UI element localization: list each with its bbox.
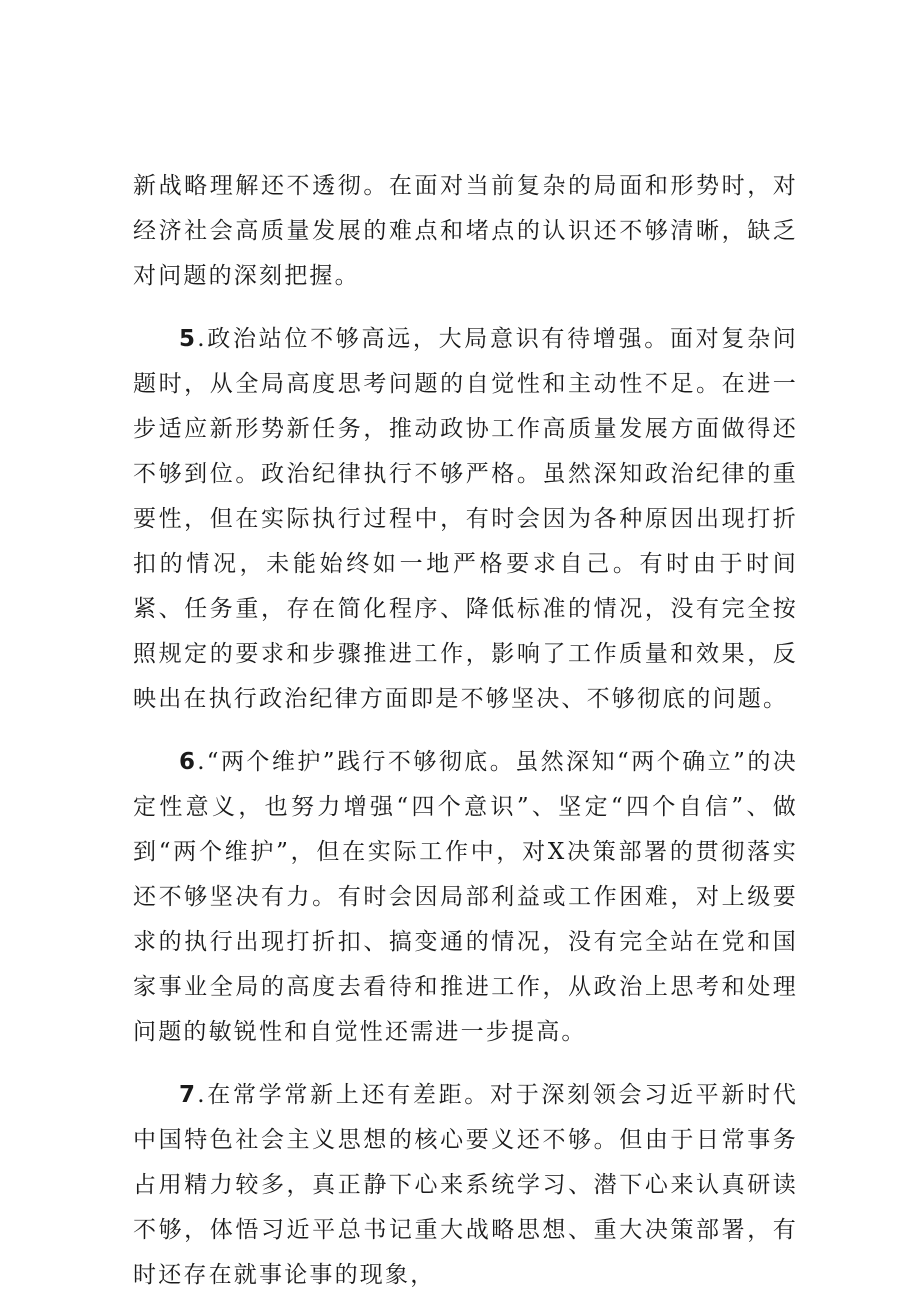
paragraph-spacer	[133, 299, 798, 317]
text-line: 总书记重大战略思想、重大决策部署，有时还存在就事论事的现象，	[133, 1217, 798, 1288]
item-number: 5	[179, 326, 198, 352]
text-line: .在常学常新上还有差距。对于深刻领会习近平新时代中国	[133, 1082, 798, 1153]
text-line: 自己。有时由于时间紧、任务重，存在简化程序、降低标准的情况，	[133, 551, 798, 622]
paragraph-item-5	[133, 317, 798, 722]
text-line: 有力。有时会因局部利益或工作困难，对上级要求的执行出现打折	[133, 884, 799, 955]
paragraph-spacer	[133, 1055, 798, 1073]
text-line: 从全局高度思考问题的自觉性和主动性不足。在进一步适应新形势	[133, 371, 798, 442]
text-line: 多，真正静下心来系统学习、潜下心来认真研读不够，体悟习近平	[133, 1172, 799, 1243]
text-line: 执行不够严格。虽然深知政治纪律的重要性，但在实际执行过程中，	[133, 461, 798, 532]
item-number: 7	[179, 1082, 198, 1108]
text-line: 和推进工作，从政治上思考和处理问题的敏锐性和自觉性还需进一	[133, 974, 799, 1045]
text-line: 特色社会主义思想的核心要义还不够。但由于日常事务占用精力较	[133, 1127, 798, 1198]
item-number: 6	[179, 749, 198, 775]
text-line: 扣、搞变通的情况，没有完全站在党和国家事业全局的高度去看待	[133, 929, 798, 1000]
text-line: 把握。	[284, 263, 360, 289]
paragraph-continuation	[133, 164, 798, 299]
text-line: 定性意义，也努力增强“四个意识”、坚定“四个自信”、做到“两	[133, 794, 798, 865]
text-line: 反映出在执行政治纪律方面即是不够坚决、不够彻底的问题。	[133, 641, 798, 712]
text-line: 有时会因为各种原因出现打折扣的情况，未能始终如一地严格要求	[133, 506, 798, 577]
paragraph-item-6	[133, 740, 798, 1055]
text-line: 新任务，推动政协工作高质量发展方面做得还不够到位。政治纪律	[133, 416, 799, 487]
text-line: 步提高。	[485, 1019, 587, 1045]
text-line: 没有完全按照规定的要求和步骤推进工作，影响了工作质量和效果，	[133, 596, 799, 667]
text-line: 个维护”，但在实际工作中，对X决策部署的贯彻落实还不够坚决	[133, 839, 799, 910]
document-body	[133, 164, 798, 1298]
text-line: .“两个维护”践行不够彻底。虽然深知“两个确立”的决	[197, 749, 798, 775]
paragraph-spacer	[133, 722, 798, 740]
text-line: 会高质量发展的难点和堵点的认识还不够清晰，缺乏对问题的深刻	[133, 218, 798, 289]
text-line: 新战略理解还不透彻。在面对当前复杂的局面和形势时，对经济社	[133, 173, 798, 244]
text-line: .政治站位不够高远，大局意识有待增强。面对复杂问题时，	[133, 326, 798, 397]
paragraph-item-7	[133, 1073, 798, 1298]
